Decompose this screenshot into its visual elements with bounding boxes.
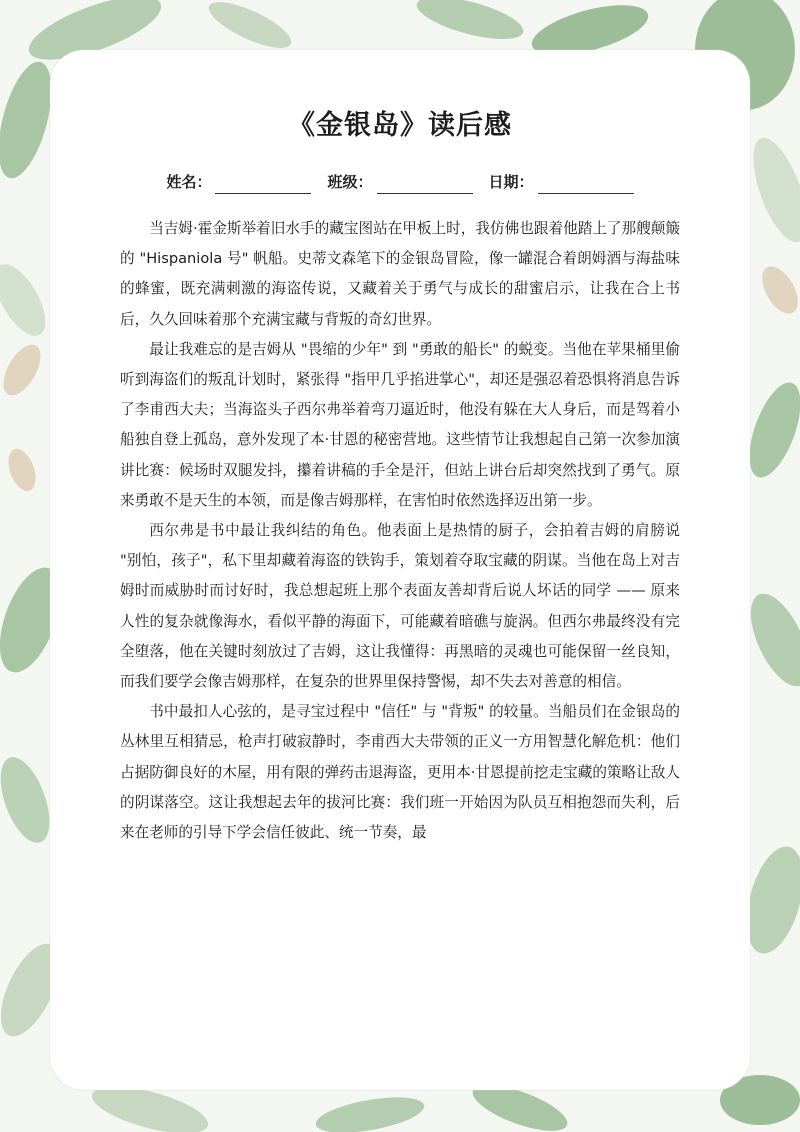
class-label: 班级：: [327, 173, 373, 191]
name-blank-line: [215, 175, 311, 194]
page-title: 《金银岛》读后感: [288, 110, 512, 141]
name-label: 姓名：: [166, 173, 212, 191]
name-field: [166, 170, 311, 194]
class-blank-line: [377, 175, 473, 194]
essay-content: [120, 100, 680, 848]
essay-body: [120, 214, 680, 848]
paragraph: 书中最扣人心弦的，是寻宝过程中 "信任" 与 "背叛" 的较量。当船员们在金银岛的丛林里互相猜忌，枪声打破寂静时，李甫西大夫带领的正义一方用智慧化解危机：他们占据防御良好的木屋，用有限的弹药击退海盗，更用本·甘恩提前挖走宝藏的策略让敌人的阴谋落空。这让我想起去年的拔河比赛：我们班一开始因为队员互相抱怨而失利，后来在老师的引导下学会信任彼此、统一节奏，最: [120, 703, 680, 842]
paragraph: 当吉姆·霍金斯举着旧水手的藏宝图站在甲板上时，我仿佛也跟着他踏上了那艘颠簸的 "Hispaniola 号" 帆船。史蒂文森笔下的金银岛冒险，像一罐混合着朗姆酒与海盐味的蜂蜜，既充满刺激的海盗传说，又藏着关于勇气与成长的甜蜜启示，让我在合上书后，久久回味着那个充满宝藏与背叛的奇幻世界。: [120, 220, 680, 328]
date-field: [489, 170, 634, 194]
paragraph: 西尔弗是书中最让我纠结的角色。他表面上是热情的厨子，会拍着吉姆的肩膀说 "别怕，孩子"，私下里却藏着海盗的铁钩手，策划着夺取宝藏的阴谋。当他在岛上对吉姆时而威胁时而讨好时，我总想起班上那个表面友善却背后说人坏话的同学 —— 原来人性的复杂就像海水，看似平静的海面下，可能藏着暗礁与旋涡。但西尔弗最终没有完全堕落，他在关键时刻放过了吉姆，这让我懂得：再黑暗的灵魂也可能保留一丝良知，而我们要学会像吉姆那样，在复杂的世界里保持警惕，却不失去对善意的相信。: [120, 522, 680, 691]
date-label: 日期：: [488, 173, 534, 191]
paragraph: 最让我难忘的是吉姆从 "畏缩的少年" 到 "勇敢的船长" 的蜕变。当他在苹果桶里偷听到海盗们的叛乱计划时，紧张得 "指甲几乎掐进掌心"，却还是强忍着恐惧将消息告诉了李甫西大夫；当海盗头子西尔弗举着弯刀逼近时，他没有躲在大人身后，而是驾着小船独自登上孤岛，意外发现了本·甘恩的秘密营地。这些情节让我想起自己第一次参加演讲比赛：候场时双腿发抖，攥着讲稿的手全是汗，但站上讲台后却突然找到了勇气。原来勇敢不是天生的本领，而是像吉姆那样，在害怕时依然选择迈出第一步。: [120, 340, 680, 509]
date-blank-line: [538, 175, 634, 194]
class-field: [327, 170, 472, 194]
student-info-row: [120, 170, 680, 194]
